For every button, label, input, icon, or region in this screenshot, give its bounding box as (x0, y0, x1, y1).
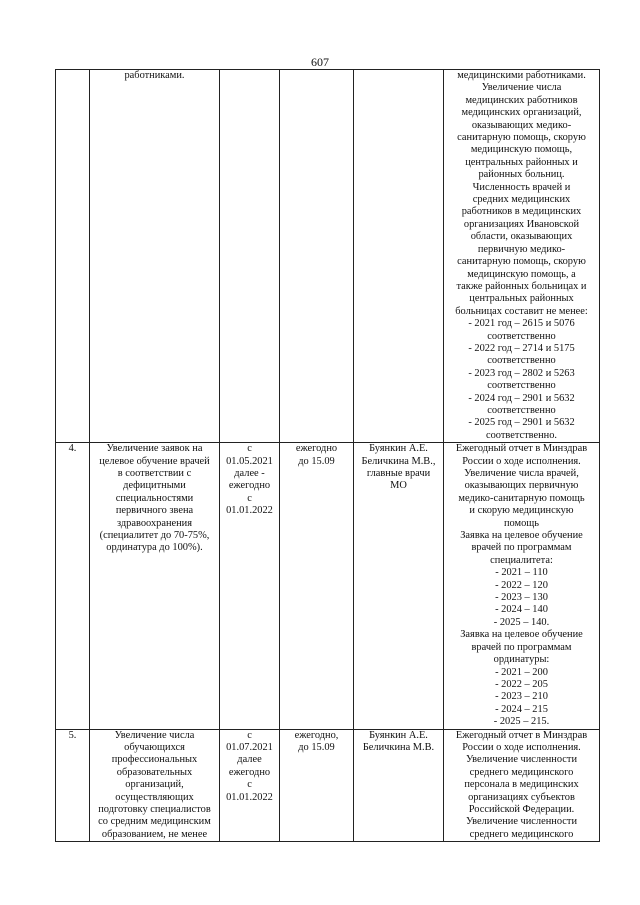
table-row (56, 443, 600, 729)
table-row (56, 70, 600, 443)
measure-cell: Увеличение числа обучающихся профессиональных образовательных организаций, осуществляющих подготовку специалистов со средним медицинским образованием, не менее (90, 729, 220, 842)
page-number: 607 (311, 55, 329, 69)
frequency-cell: ежегодно до 15.09 (280, 443, 354, 729)
responsible-cell (354, 70, 444, 443)
row-number-cell (56, 70, 90, 443)
period-cell: с 01.07.2021 далее ежегодно с 01.01.2022 (220, 729, 280, 842)
frequency-cell (280, 70, 354, 443)
measure-cell: работниками. (90, 70, 220, 443)
responsible-cell: Буянкин А.Е. Беличкина М.В. (354, 729, 444, 842)
period-cell: с 01.05.2021 далее - ежегодно с 01.01.2022 (220, 443, 280, 729)
responsible-cell: Буянкин А.Е. Беличкина М.В., главные врачи МО (354, 443, 444, 729)
plan-table (55, 69, 600, 842)
result-cell: медицинскими работниками. Увеличение числа медицинских работников медицинских организаций, оказывающих медико- санитарную помощь, скорую медицинскую помощь, центральных районных и районных больниц. Численность врачей и средних медицинских работников в медицинских организациях Ивановской области, оказывающих первичную медико- санитарную помощь, скорую медицинскую помощь, а также районных больницах и центральных районных больницах составит не менее: - 2021 год – 2615 и 5076 соответственно - 2022 год – 2714 и 5175 соответственно - 2023 год – 2802 и 5263 соответственно - 2024 год – 2901 и 5632 соответственно - 2025 год – 2901 и 5632 соответственно. (444, 70, 600, 443)
row-number-cell: 5. (56, 729, 90, 842)
frequency-cell: ежегодно, до 15.09 (280, 729, 354, 842)
result-cell: Ежегодный отчет в Минздрав России о ходе исполнения. Увеличение численности среднего медицинского персонала в медицинских организациях субъектов Российской Федерации. Увеличение численности среднего медицинского (444, 729, 600, 842)
result-cell: Ежегодный отчет в Минздрав России о ходе исполнения. Увеличение числа врачей, оказывающих первичную медико-санитарную помощь и скорую медицинскую помощь Заявка на целевое обучение врачей по программам специалитета: - 2021 – 110 - 2022 – 120 - 2023 – 130 - 2024 – 140 - 2025 – 140. Заявка на целевое обучение врачей по программам ординатуры: - 2021 – 200 - 2022 – 205 - 2023 – 210 - 2024 – 215 - 2025 – 215. (444, 443, 600, 729)
measure-cell: Увеличение заявок на целевое обучение врачей в соответствии с дефицитными специальностями первичного звена здравоохранения (специалитет до 70-75%, ординатура до 100%). (90, 443, 220, 729)
row-number-cell: 4. (56, 443, 90, 729)
table-row (56, 729, 600, 842)
period-cell (220, 70, 280, 443)
